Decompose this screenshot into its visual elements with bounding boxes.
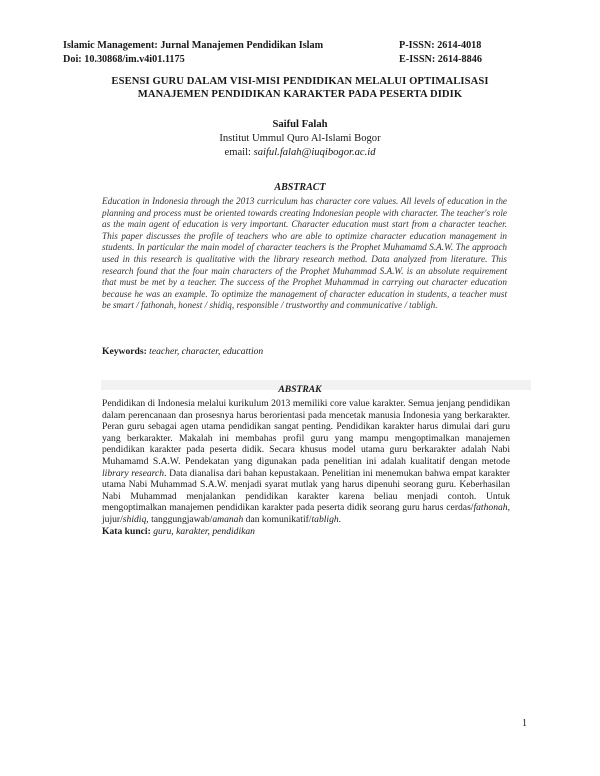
p-issn: P-ISSN: 2614-4018 xyxy=(399,40,482,51)
kata-kunci-label: Kata kunci: xyxy=(102,525,151,537)
abstrak-text-2: . Data dianalisa dari bahan kepustakaan. Penelitian ini menemukan bahwa empat karakter utama Nabi Muhammad S.A.W. menjadi syarat mutlak yang harus dipenuhi seorang guru. Keberhasilan Nabi Muhammad menjalankan pendidikan karakter karena beliau menjadi contoh. Untuk mengoptimalkan manajemen pendidikan karakter pada peserta didik seorang guru harus cerdas/ xyxy=(102,467,510,514)
kata-kunci-line xyxy=(102,526,510,538)
abstrak-text-3: , jujur/ xyxy=(102,502,510,525)
kata-kunci: guru, karakter, pendidikan xyxy=(153,525,255,537)
author-affiliation: Institut Ummul Quro Al-Islami Bogor xyxy=(219,133,381,144)
abstrak-heading: ABSTRAK xyxy=(278,384,322,395)
running-header-right xyxy=(399,39,482,67)
abstrak-text-1: Pendidikan di Indonesia melalui kurikulum 2013 memiliki core value karakter. Semua jenjang pendidikan dalam perencanaan dan prosesnya harus berorientasi pada mencetak manusia Indonesia yang berkarakter. Peran guru sebagai agen utama pendidikan sangat penting. Pendidikan karakter harus dimulai dari guru yang berkarakter. Makalah ini membahas profil guru yang mampu mengoptimalkan manajemen pendidikan karakter pada peserta didik. Secara khusus model utama guru berkarakter adalah Nabi Muhamamd S.A.W. Pendekatan yang digunakan pada penelitian ini adalah kualitatif dengan metode xyxy=(102,398,510,467)
abstrak-term-amanah: amanah xyxy=(212,513,244,525)
abstrak-text-4: , tanggungjawab/ xyxy=(146,513,213,525)
email-label: email: xyxy=(224,147,254,158)
abstract-body: Education in Indonesia through the 2013 curriculum has character core values. All levels of education in the planning and process must be oriented towards creating Indonesian people with character. The teacher's role as the main agent of education is very important. Character education must start from a character teacher. This paper discusses the profile of teachers who are able to optimize character education management in students. In particular the main model of character teachers is the Prophet Muhamamd S.A.W. The approach used in this research is qualitative with the library research method. Data analyzed from literature. This research found that the four main characters of the Prophet Muhammad S.A.W. is an absolute requirement that must be met by a teacher. The success of the Prophet Muhammad in carrying out character education because he was an example. To optimize the management of character education in students, a teacher must be smart / fathonah, honest / shidiq, responsible / trustworthy and communicative / tabligh. xyxy=(102,196,507,311)
journal-name: Islamic Management: Jurnal Manajemen Pendidikan Islam xyxy=(63,40,324,51)
abstrak-body xyxy=(102,398,510,537)
abstrak-term-library-research: library research xyxy=(102,467,165,479)
title-line-2: MANAJEMEN PENDIDIKAN KARAKTER PADA PESERTA DIDIK xyxy=(137,89,463,100)
abstrak-term-shidiq: shidiq xyxy=(122,513,147,525)
author-block xyxy=(0,118,600,160)
abstrak-text-5: dan komunikatif/ xyxy=(243,513,312,525)
keywords: teacher, character, educattion xyxy=(149,346,264,357)
paper-title xyxy=(60,75,540,101)
doi: Doi: 10.30868/im.v4i01.1175 xyxy=(63,54,185,65)
abstrak-term-fathonah: fathonah xyxy=(473,502,508,514)
e-issn: E-ISSN: 2614-8846 xyxy=(399,54,482,65)
title-line-1: ESENSI GURU DALAM VISI-MISI PENDIDIKAN MELALUI OPTIMALISASI xyxy=(111,76,489,87)
author-email-line xyxy=(0,146,600,160)
page-number: 1 xyxy=(522,718,527,729)
keywords-label: Keywords: xyxy=(102,346,147,357)
running-header-left xyxy=(63,39,323,67)
keywords-line xyxy=(102,346,263,357)
author-email: saiful.falah@iuqibogor.ac.id xyxy=(253,147,376,158)
abstract-heading: ABSTRACT xyxy=(274,182,326,193)
abstrak-term-tabligh: tabligh xyxy=(311,513,339,525)
author-name: Saiful Falah xyxy=(272,119,328,130)
abstrak-text-6: . xyxy=(338,513,342,525)
